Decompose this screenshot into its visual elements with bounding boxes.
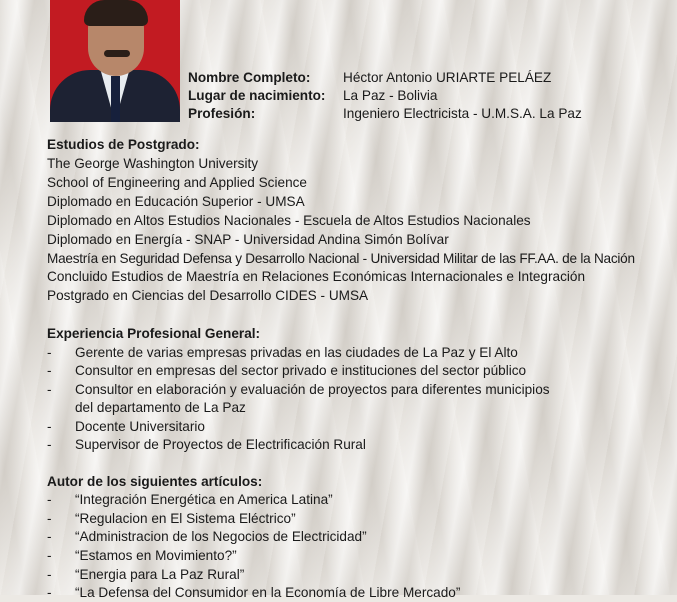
article-item: “Administracion de los Negocios de Electricidad” [75,529,367,544]
experience-item-continued: del departamento de La Paz [75,400,246,415]
bullet-dash: - [47,363,52,378]
postgrad-item: Diplomado en Altos Estudios Nacionales - Escuela de Altos Estudios Nacionales [47,213,531,228]
bullet-dash: - [47,345,52,360]
bullet-dash: - [47,492,52,507]
experience-item: Gerente de varias empresas privadas en las ciudades de La Paz y El Alto [75,345,518,360]
profession-value: Ingeniero Electricista - U.M.S.A. La Paz [343,106,582,121]
experience-item: Consultor en empresas del sector privado e instituciones del sector público [75,363,527,378]
bullet-dash: - [47,419,52,434]
postgrad-item: Diplomado en Energía - SNAP - Universidad Andina Simón Bolívar [47,232,449,247]
bullet-dash: - [47,548,52,563]
name-value: Héctor Antonio URIARTE PELÁEZ [343,70,552,85]
postgrad-item: Postgrado en Ciencias del Desarrollo CIDES - UMSA [47,288,369,303]
article-item: “Estamos en Movimiento?” [75,548,237,563]
postgrad-item: The George Washington University [47,156,259,171]
bullet-dash: - [47,511,52,526]
profession-label: Profesión: [188,106,256,121]
article-item: “Integración Energética en America Latina” [75,492,333,507]
postgrad-item: Maestría en Seguridad Defensa y Desarrollo Nacional - Universidad Militar de las FF.AA. de la Nación [47,251,635,266]
articles-heading: Autor de los siguientes artículos: [47,474,263,489]
bullet-dash: - [47,437,52,452]
article-item: “Energia para La Paz Rural” [75,567,245,582]
experience-item: Supervisor de Proyectos de Electrificación Rural [75,437,366,452]
experience-item: Docente Universitario [75,419,205,434]
experience-heading: Experiencia Profesional General: [47,326,261,341]
experience-item: Consultor en elaboración y evaluación de proyectos para diferentes municipios [75,382,550,397]
article-item: “Regulacion en El Sistema Eléctrico” [75,511,296,526]
birthplace-value: La Paz - Bolivia [343,88,438,103]
photo-hair [84,0,148,26]
profile-photo [50,0,180,122]
bullet-dash: - [47,585,52,600]
postgrad-item: Diplomado en Educación Superior - UMSA [47,194,305,209]
name-label: Nombre Completo: [188,70,311,85]
bullet-dash: - [47,529,52,544]
postgrad-heading: Estudios de Postgrado: [47,137,200,152]
birthplace-label: Lugar de nacimiento: [188,88,326,103]
postgrad-item: Concluido Estudios de Maestría en Relaciones Económicas Internacionales e Integración [47,269,586,284]
bullet-dash: - [47,382,52,397]
photo-tie [111,76,120,122]
postgrad-item: School of Engineering and Applied Science [47,175,307,190]
article-item: “La Defensa del Consumidor en la Economía de Libre Mercado” [75,585,461,600]
bullet-dash: - [47,567,52,582]
photo-mustache [104,50,130,57]
